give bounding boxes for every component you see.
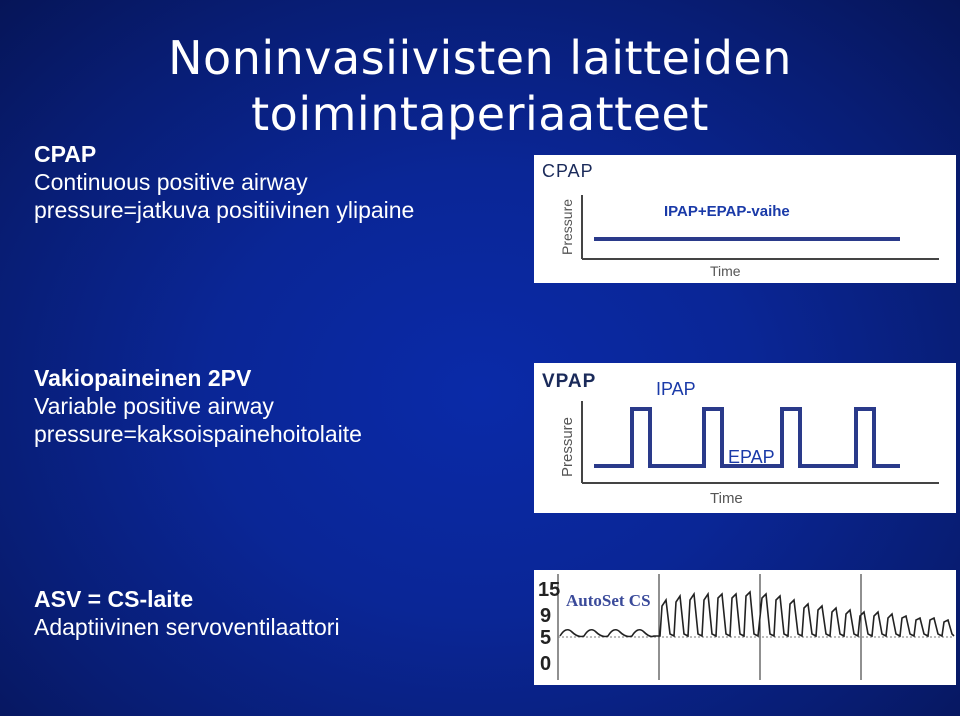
vpap-description-line-2: pressure=kaksoispainehoitolaite xyxy=(34,421,362,447)
vpap-graph-panel xyxy=(534,363,956,513)
cpap-x-axis-label: Time xyxy=(710,263,741,279)
title-line-1: Noninvasiivisten laitteiden xyxy=(168,31,792,85)
cpap-annotation: IPAP+EPAP-vaihe xyxy=(664,203,790,220)
cpap-description-line-1: Continuous positive airway xyxy=(34,169,308,195)
asv-tick-0: 0 xyxy=(540,653,552,675)
vpap-graph-label: VPAP xyxy=(542,371,597,392)
asv-vertical-gridlines xyxy=(558,574,861,680)
vpap-heading: Vakiopaineinen 2PV xyxy=(34,365,252,391)
asv-text-block xyxy=(34,585,340,641)
asv-heading: ASV = CS-laite xyxy=(34,586,194,612)
cpap-heading: CPAP xyxy=(34,141,97,167)
slide-title xyxy=(0,30,960,142)
cpap-text-block xyxy=(34,140,414,224)
vpap-epap-label: EPAP xyxy=(728,447,775,467)
asv-description-line-1: Adaptiivinen servoventilaattori xyxy=(34,614,340,640)
asv-graph-panel xyxy=(534,570,956,685)
vpap-y-axis-label: Pressure xyxy=(559,416,576,477)
asv-tick-9: 9 xyxy=(540,605,552,627)
asv-tick-15: 15 xyxy=(538,579,561,601)
asv-graph-label: AutoSet CS xyxy=(566,591,651,610)
vpap-ipap-label: IPAP xyxy=(656,379,696,399)
cpap-description-line-2: pressure=jatkuva positiivinen ylipaine xyxy=(34,197,415,223)
title-line-2: toimintaperiaatteet xyxy=(251,87,709,141)
vpap-description-line-1: Variable positive airway xyxy=(34,393,274,419)
vpap-x-axis-label: Time xyxy=(710,490,743,507)
cpap-graph-panel xyxy=(534,155,956,283)
cpap-graph-label: CPAP xyxy=(542,161,594,181)
cpap-y-axis-label: Pressure xyxy=(559,198,575,255)
vpap-text-block xyxy=(34,364,362,448)
asv-tick-5: 5 xyxy=(540,627,552,649)
